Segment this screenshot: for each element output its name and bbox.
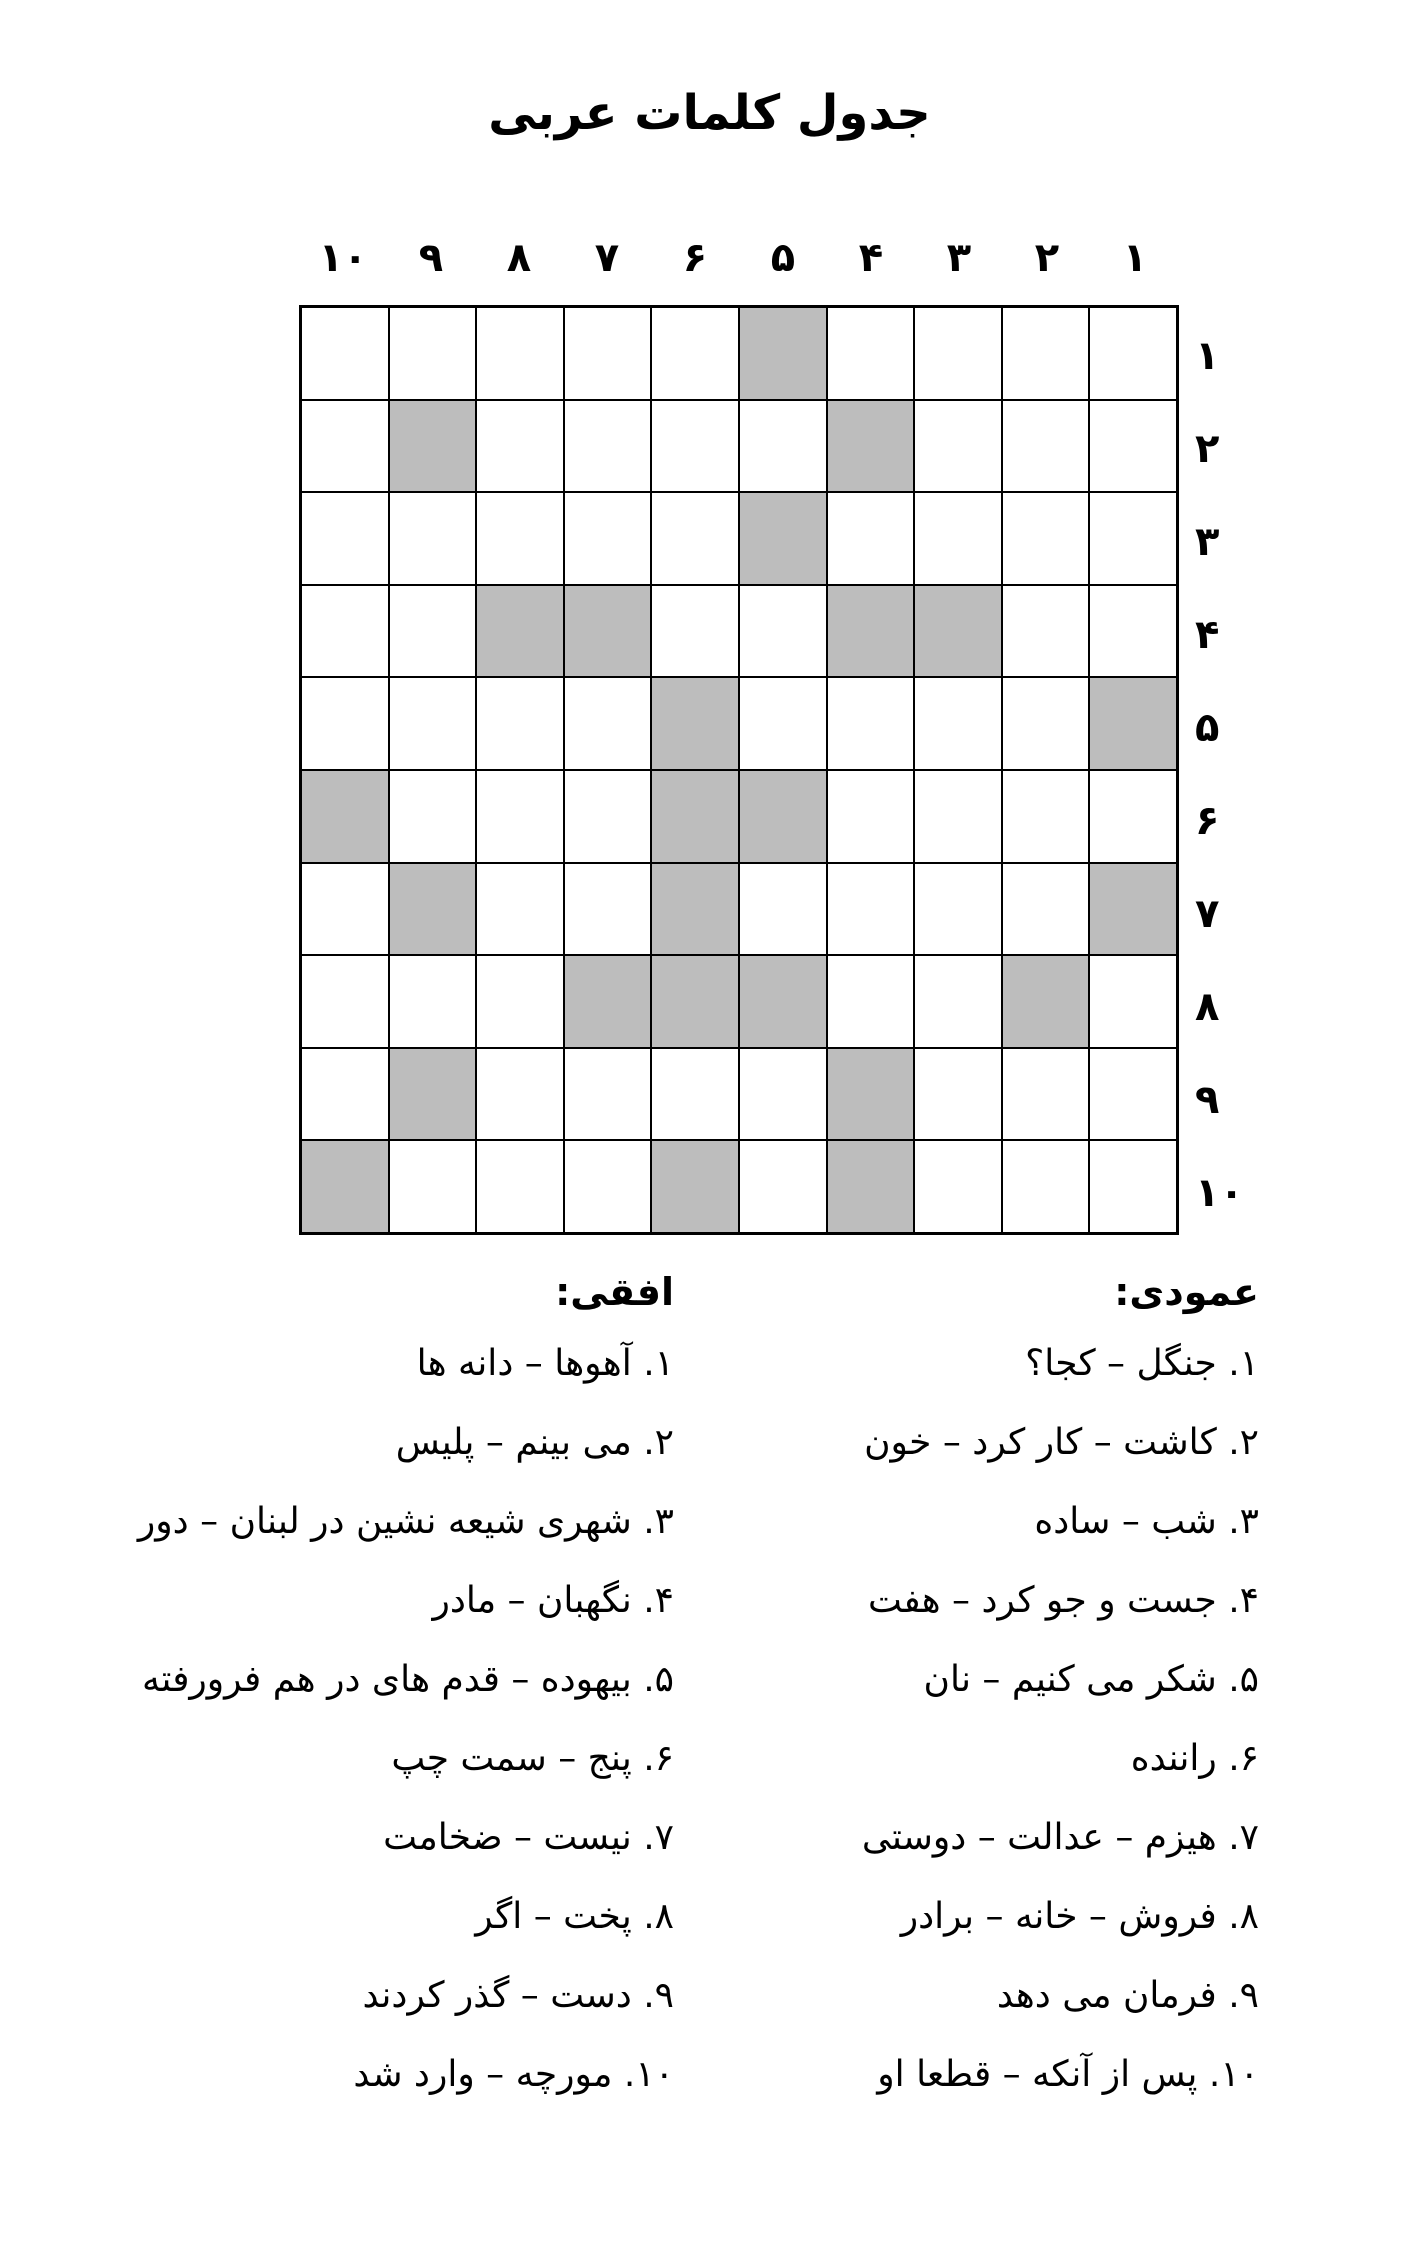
empty-cell[interactable] [564, 863, 652, 956]
empty-cell[interactable] [827, 677, 915, 770]
column-number: ۴ [858, 235, 884, 281]
empty-cell[interactable] [389, 955, 477, 1048]
shaded-cell [739, 307, 827, 400]
vertical-clue: ۵. شکر می کنیم – نان [923, 1659, 1259, 1700]
empty-cell[interactable] [739, 863, 827, 956]
empty-cell[interactable] [1002, 1140, 1090, 1233]
shaded-cell [476, 585, 564, 678]
row-number: ۷ [1195, 891, 1220, 937]
empty-cell[interactable] [1002, 1048, 1090, 1141]
empty-cell[interactable] [301, 677, 389, 770]
shaded-cell [827, 1140, 915, 1233]
empty-cell[interactable] [739, 1140, 827, 1233]
horizontal-clue: ۷. نیست – ضخامت [383, 1817, 674, 1858]
shaded-cell [389, 1048, 477, 1141]
empty-cell[interactable] [564, 770, 652, 863]
column-number: ۲ [1034, 235, 1060, 281]
vertical-clue: ۸. فروش – خانه – برادر [900, 1896, 1259, 1937]
vertical-clue: ۴. جست و جو کرد – هفت [868, 1580, 1259, 1621]
vertical-clues [699, 1270, 1259, 2132]
shaded-cell [1002, 955, 1090, 1048]
empty-cell[interactable] [389, 585, 477, 678]
shaded-cell [1089, 863, 1177, 956]
shaded-cell [564, 585, 652, 678]
empty-cell[interactable] [389, 492, 477, 585]
shaded-cell [651, 677, 739, 770]
shaded-cell [739, 955, 827, 1048]
empty-cell[interactable] [301, 307, 389, 400]
vertical-clue: ۱۰. پس از آنکه – قطعا او [877, 2054, 1259, 2095]
empty-cell[interactable] [1089, 400, 1177, 493]
empty-cell[interactable] [301, 863, 389, 956]
empty-cell[interactable] [651, 585, 739, 678]
empty-cell[interactable] [476, 863, 564, 956]
empty-cell[interactable] [476, 400, 564, 493]
column-numbers [299, 235, 1179, 295]
empty-cell[interactable] [651, 307, 739, 400]
empty-cell[interactable] [476, 770, 564, 863]
empty-cell[interactable] [827, 955, 915, 1048]
row-number: ۵ [1195, 705, 1220, 751]
empty-cell[interactable] [564, 1048, 652, 1141]
row-number: ۳ [1195, 519, 1220, 565]
vertical-heading: عمودی: [1114, 1270, 1259, 1314]
column-number: ۳ [946, 235, 972, 281]
shaded-cell [301, 1140, 389, 1233]
empty-cell[interactable] [476, 955, 564, 1048]
empty-cell[interactable] [739, 1048, 827, 1141]
empty-cell[interactable] [389, 1140, 477, 1233]
empty-cell[interactable] [1002, 492, 1090, 585]
empty-cell[interactable] [827, 307, 915, 400]
shaded-cell [389, 400, 477, 493]
empty-cell[interactable] [1002, 770, 1090, 863]
empty-cell[interactable] [564, 677, 652, 770]
empty-cell[interactable] [564, 400, 652, 493]
shaded-cell [739, 492, 827, 585]
column-number: ۱۰ [318, 235, 368, 281]
shaded-cell [914, 585, 1002, 678]
vertical-clue: ۳. شب – ساده [1034, 1501, 1259, 1542]
empty-cell[interactable] [914, 400, 1002, 493]
empty-cell[interactable] [389, 770, 477, 863]
shaded-cell [651, 1140, 739, 1233]
empty-cell[interactable] [914, 307, 1002, 400]
column-number: ۸ [506, 235, 532, 281]
empty-cell[interactable] [301, 400, 389, 493]
empty-cell[interactable] [476, 1048, 564, 1141]
empty-cell[interactable] [1002, 400, 1090, 493]
horizontal-clues [0, 1270, 674, 2132]
empty-cell[interactable] [1089, 1048, 1177, 1141]
shaded-cell [827, 585, 915, 678]
empty-cell[interactable] [476, 492, 564, 585]
empty-cell[interactable] [739, 677, 827, 770]
column-number: ۱ [1122, 235, 1148, 281]
crossword-grid [299, 305, 1179, 1235]
row-number: ۱ [1195, 333, 1220, 379]
horizontal-clue: ۱۰. مورچه – وارد شد [353, 2054, 674, 2095]
column-number: ۹ [418, 235, 444, 281]
vertical-clue: ۲. کاشت – کار کرد – خون [864, 1422, 1259, 1463]
horizontal-clue: ۵. بیهوده – قدم های در هم فرورفته [142, 1659, 674, 1700]
empty-cell[interactable] [389, 677, 477, 770]
vertical-clue: ۱. جنگل – کجا؟ [1025, 1343, 1259, 1384]
horizontal-clue: ۴. نگهبان – مادر [432, 1580, 674, 1621]
row-number: ۹ [1195, 1077, 1220, 1123]
shaded-cell [564, 955, 652, 1048]
empty-cell[interactable] [1089, 770, 1177, 863]
empty-cell[interactable] [301, 955, 389, 1048]
empty-cell[interactable] [1002, 677, 1090, 770]
column-number: ۶ [682, 235, 708, 281]
column-number: ۷ [594, 235, 620, 281]
empty-cell[interactable] [914, 770, 1002, 863]
row-number: ۶ [1195, 798, 1220, 844]
horizontal-clue: ۸. پخت – اگر [475, 1896, 674, 1937]
empty-cell[interactable] [914, 863, 1002, 956]
empty-cell[interactable] [1089, 585, 1177, 678]
vertical-clue: ۶. راننده [1130, 1738, 1259, 1779]
empty-cell[interactable] [476, 307, 564, 400]
empty-cell[interactable] [827, 863, 915, 956]
empty-cell[interactable] [914, 1048, 1002, 1141]
vertical-clue: ۹. فرمان می دهد [996, 1975, 1259, 2016]
horizontal-clue: ۹. دست – گذر کردند [362, 1975, 674, 2016]
shaded-cell [651, 955, 739, 1048]
row-number: ۸ [1195, 984, 1220, 1030]
vertical-clue: ۷. هیزم – عدالت – دوستی [861, 1817, 1259, 1858]
empty-cell[interactable] [827, 770, 915, 863]
empty-cell[interactable] [651, 400, 739, 493]
shaded-cell [389, 863, 477, 956]
empty-cell[interactable] [739, 585, 827, 678]
row-number: ۴ [1195, 612, 1220, 658]
row-number: ۲ [1195, 426, 1220, 472]
empty-cell[interactable] [476, 1140, 564, 1233]
horizontal-clue: ۶. پنج – سمت چپ [391, 1738, 674, 1779]
empty-cell[interactable] [914, 1140, 1002, 1233]
horizontal-clue: ۳. شهری شیعه نشین در لبنان – دور [137, 1501, 674, 1542]
empty-cell[interactable] [1089, 955, 1177, 1048]
column-number: ۵ [770, 235, 796, 281]
horizontal-clue: ۲. می بینم – پلیس [395, 1422, 674, 1463]
empty-cell[interactable] [301, 1048, 389, 1141]
empty-cell[interactable] [301, 492, 389, 585]
empty-cell[interactable] [476, 677, 564, 770]
empty-cell[interactable] [1002, 863, 1090, 956]
row-numbers [1195, 310, 1255, 1240]
shaded-cell [827, 1048, 915, 1141]
shaded-cell [301, 770, 389, 863]
empty-cell[interactable] [914, 492, 1002, 585]
empty-cell[interactable] [1002, 307, 1090, 400]
empty-cell[interactable] [389, 307, 477, 400]
empty-cell[interactable] [651, 1048, 739, 1141]
empty-cell[interactable] [914, 955, 1002, 1048]
row-number: ۱۰ [1195, 1170, 1244, 1216]
empty-cell[interactable] [301, 585, 389, 678]
horizontal-clue: ۱. آهوها – دانه ها [416, 1343, 674, 1384]
shaded-cell [651, 863, 739, 956]
empty-cell[interactable] [914, 677, 1002, 770]
empty-cell[interactable] [1089, 307, 1177, 400]
empty-cell[interactable] [564, 307, 652, 400]
shaded-cell [827, 400, 915, 493]
empty-cell[interactable] [1089, 492, 1177, 585]
shaded-cell [739, 770, 827, 863]
empty-cell[interactable] [564, 492, 652, 585]
empty-cell[interactable] [1089, 1140, 1177, 1233]
empty-cell[interactable] [1002, 585, 1090, 678]
shaded-cell [1089, 677, 1177, 770]
page-title: جدول کلمات عربی [488, 85, 931, 141]
empty-cell[interactable] [739, 400, 827, 493]
empty-cell[interactable] [564, 1140, 652, 1233]
shaded-cell [651, 770, 739, 863]
empty-cell[interactable] [651, 492, 739, 585]
empty-cell[interactable] [827, 492, 915, 585]
horizontal-heading: افقی: [555, 1270, 674, 1314]
